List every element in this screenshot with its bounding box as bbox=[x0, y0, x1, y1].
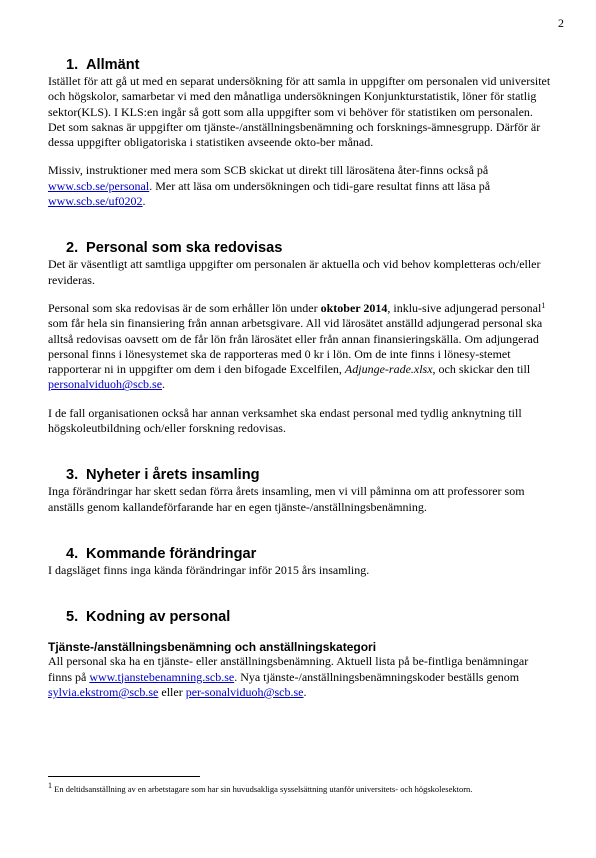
section-title: Personal som ska redovisas bbox=[86, 240, 283, 257]
section-heading bbox=[66, 239, 553, 257]
section-number: 2. bbox=[66, 240, 79, 257]
subheading: Tjänste-/anställningsbenämning och anställningskategori bbox=[48, 640, 377, 655]
paragraph-text: . Mer att läsa om undersökningen och tidi-gare resultat finns att läsa på bbox=[149, 178, 491, 193]
link-tjanstebenamning[interactable]: www.tjanstebenamning.scb.se bbox=[89, 669, 235, 684]
section-kodning bbox=[48, 608, 553, 700]
paragraph-text: , inklu-sive adjungerad personal bbox=[387, 300, 542, 315]
section-title: Allmänt bbox=[86, 57, 140, 73]
paragraph-text: . bbox=[303, 684, 307, 699]
section-title: Nyheter i årets insamling bbox=[86, 467, 260, 484]
paragraph-text: Missiv, instruktioner med mera som SCB skickat ut direkt till lärosätena åter-finns också på bbox=[48, 163, 489, 178]
paragraph-text: Istället för att gå ut med en separat undersökning för att samla in uppgifter om personalen vid universitet och högskolor, samarbetar vi med den månatliga undersökningen Konjunkturstatistik, löner för statlig sektor(KLS). I KLS:en ingår så gott som alla uppgifter som vi behöver för statistiken om personalen. Det som saknas är uppgifter om tjänste-/anställningsbenämning och forsknings-ämnesgrupp. Därför är dessa uppgifter obligatoriska i statistiken avseende okto-ber månad. bbox=[48, 74, 551, 150]
section-heading bbox=[66, 608, 553, 626]
section-number: 5. bbox=[66, 609, 79, 626]
footnote bbox=[48, 781, 478, 795]
paragraph bbox=[48, 74, 553, 150]
paragraph-text: . bbox=[162, 377, 166, 392]
paragraph bbox=[48, 406, 553, 437]
paragraph-text: Personal som ska redovisas är de som erhåller lön under bbox=[48, 300, 321, 315]
paragraph-text: I dagsläget finns inga kända förändringar inför 2015 års insamling. bbox=[48, 562, 370, 577]
section-heading bbox=[66, 545, 553, 563]
section-personal-som-ska-redovisas bbox=[48, 239, 553, 436]
paragraph-text: . bbox=[142, 194, 146, 209]
page-number: 2 bbox=[558, 16, 564, 30]
link-scb-personal[interactable]: www.scb.se/personal bbox=[48, 178, 150, 193]
paragraph-text: eller bbox=[158, 684, 186, 699]
section-kommande-forandringar bbox=[48, 545, 553, 578]
bold-period: oktober 2014 bbox=[320, 300, 388, 315]
footnote-text: En deltidsanställning av en arbetstagare som har sin huvudsakliga sysselsättning utanför universitets- och högskolesektorn. bbox=[52, 784, 473, 794]
document-body bbox=[48, 56, 553, 700]
footnote-divider bbox=[48, 776, 200, 777]
section-number: 3. bbox=[66, 467, 79, 484]
section-number: 4. bbox=[66, 545, 79, 562]
link-personalviduoh-email[interactable]: per-sonalviduoh@scb.se bbox=[185, 684, 304, 699]
paragraph bbox=[48, 163, 553, 209]
section-heading bbox=[66, 466, 553, 484]
paragraph bbox=[48, 301, 553, 393]
paragraph-text: I de fall organisationen också har annan verksamhet ska endast personal med tydlig anknytning till högskoleutbildning och/eller forskning redovisas. bbox=[48, 405, 522, 436]
link-personalviduoh-email[interactable]: personalviduoh@scb.se bbox=[48, 377, 163, 392]
paragraph bbox=[48, 654, 553, 700]
paragraph-text: Det är väsentligt att samtliga uppgifter om personalen är aktuella och vid behov kompletteras och/eller revideras. bbox=[48, 257, 541, 287]
paragraph bbox=[48, 563, 553, 578]
footnote-reference: 1 bbox=[541, 300, 546, 310]
section-title: Kodning av personal bbox=[86, 609, 231, 626]
paragraph-text: All personal ska ha en tjänste- eller anställningsbenämning. Aktuell lista på be-fintliga benämningar finns på bbox=[48, 654, 529, 684]
footnote-marker: 1 bbox=[48, 781, 52, 790]
paragraph-text: Inga förändringar har skett sedan förra årets insamling, men vi vill påminna om att professorer som anställs genom kallandeförfarande har en egen tjänste-/anställningsbenämning. bbox=[48, 484, 525, 514]
section-title: Kommande förändringar bbox=[86, 545, 257, 562]
paragraph bbox=[48, 484, 553, 515]
paragraph bbox=[48, 257, 553, 288]
section-number: 1. bbox=[66, 57, 79, 73]
paragraph-text: som får hela sin finansiering från annan arbetsgivare. All vid lärosätet anställd adjungerad personal ska alltså redovisas oavsett om de får lön från lärosätet eller från annan finansieringskälla. Om adjungerad personal finns i lönesystemet ska de rapporteras med 0 kr i lön. Om de inte finns i lönesy-stemet rapporterar ni in uppgifter om dem i den bifogade Excelfilen, bbox=[48, 316, 543, 377]
filename: Adjunge-rade.xlsx bbox=[344, 362, 433, 377]
link-sylvia-email[interactable]: sylvia.ekstrom@scb.se bbox=[48, 684, 159, 699]
link-scb-uf0202[interactable]: www.scb.se/uf0202 bbox=[48, 194, 143, 209]
section-nyheter bbox=[48, 466, 553, 515]
section-allmant bbox=[48, 56, 553, 209]
paragraph-text: , och skickar den till bbox=[432, 362, 531, 377]
section-heading bbox=[66, 56, 553, 74]
paragraph-text: . Nya tjänste-/anställningsbenämningskoder beställs genom bbox=[234, 669, 520, 684]
